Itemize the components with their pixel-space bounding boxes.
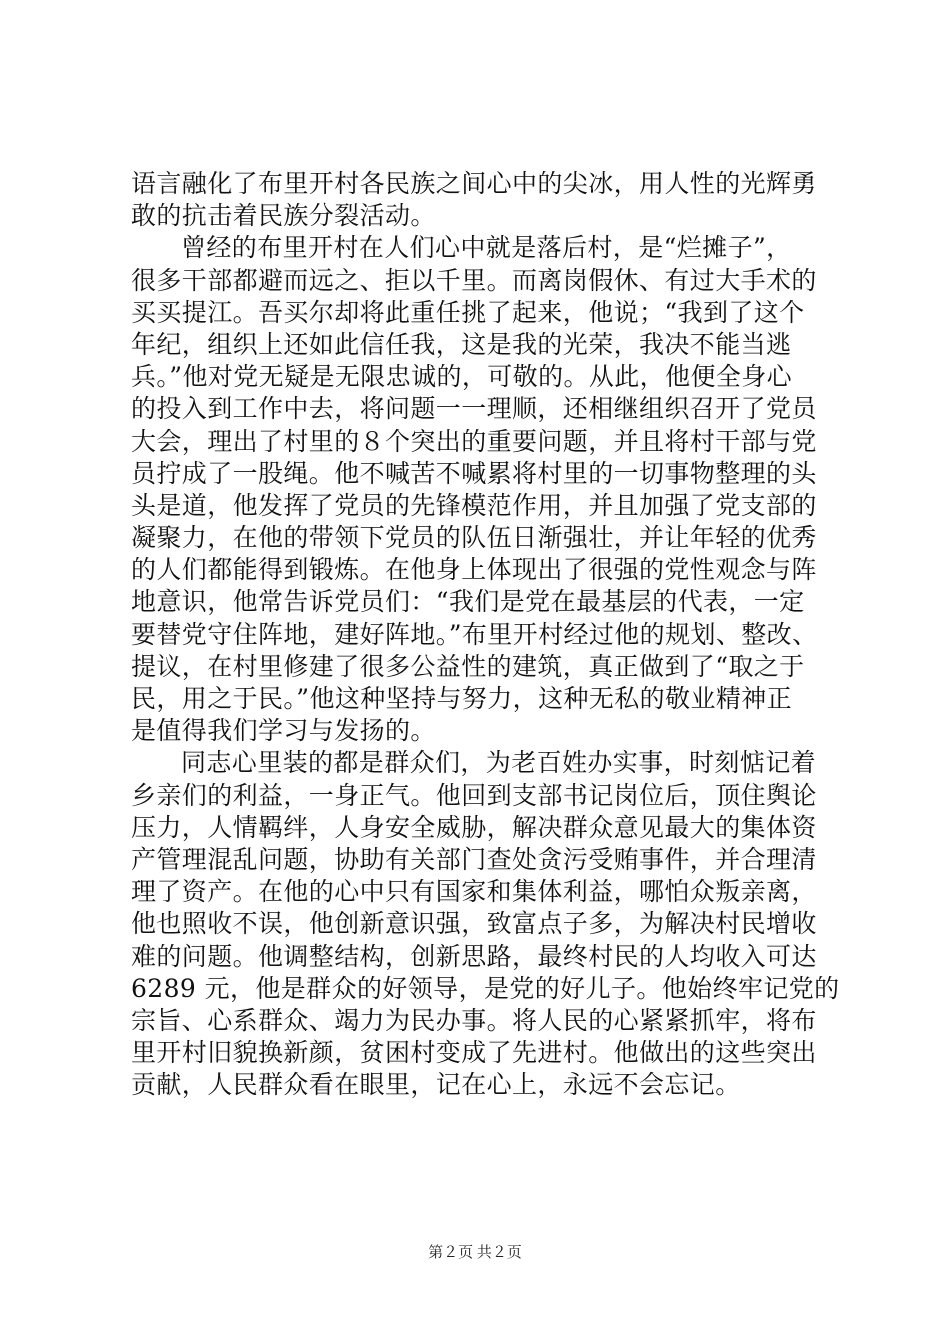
text-line: 民，用之于民。”他这种坚持与努力，这种无私的敬业精神正 (131, 684, 793, 713)
text-line: 的投入到工作中去，将问题一一理顺，还相继组织召开了党员 (131, 394, 817, 424)
body-text (131, 168, 840, 1101)
text-line: 头是道，他发挥了党员的先锋模范作用，并且加强了党支部的 (131, 490, 817, 520)
text-line: 凝聚力，在他的带领下党员的队伍日渐强壮，并让年轻的优秀 (131, 523, 817, 553)
text-line: 曾经的布里开村在人们心中就是落后村，是“烂摊子”， (181, 233, 792, 263)
page-footer: 第２页 共２页 (428, 1245, 522, 1261)
text-line: 买买提江。吾买尔却将此重任挑了起来，他说；“我到了这个 (131, 297, 805, 327)
text-line: 很多干部都避而远之、拒以千里。而离岗假休、有过大手术的 (131, 265, 817, 295)
text-line: 里开村旧貌换新颜，贫困村变成了先进村。他做出的这些突出 (131, 1038, 817, 1068)
text-line: 产管理混乱问题，协助有关部门查处贪污受贿事件，并合理清 (131, 844, 817, 874)
text-line: 理了资产。在他的心中只有国家和集体利益，哪怕众叛亲离， (131, 877, 817, 907)
text-line: 提议，在村里修建了很多公益性的建筑，真正做到了“取之于 (131, 651, 805, 681)
text-line: 大会，理出了村里的８个突出的重要问题，并且将村干部与党 (131, 426, 817, 456)
text-line: 敢的抗击着民族分裂活动。 (131, 201, 436, 231)
text-line: 压力，人情羁绊，人身安全威胁，解决群众意见最大的集体资 (131, 812, 817, 842)
text-line: 同志心里装的都是群众们，为老百姓办实事，时刻惦记着 (181, 748, 817, 778)
text-line: 贡献，人民群众看在眼里，记在心上，永远不会忘记。 (131, 1070, 741, 1100)
text-line: 难的问题。他调整结构，创新思路，最终村民的人均收入可达 (131, 941, 817, 971)
text-line: 语言融化了布里开村各民族之间心中的尖冰，用人性的光辉勇 (131, 169, 817, 198)
text-line: 他也照收不误，他创新意识强，致富点子多，为解决村民增收 (131, 909, 817, 939)
text-line: 乡亲们的利益，一身正气。他回到支部书记岗位后，顶住舆论 (131, 780, 817, 810)
text-line: 宗旨、心系群众、竭力为民办事。将人民的心紧紧抓牢，将布 (131, 1005, 817, 1035)
text-line: 要替党守住阵地，建好阵地。”布里开村经过他的规划、整改、 (131, 619, 818, 649)
paragraph (131, 747, 840, 1101)
text-line: 年纪，组织上还如此信任我，这是我的光荣，我决不能当逃 (131, 329, 792, 359)
text-line: 员拧成了一股绳。他不喊苦不喊累将村里的一切事物整理的头 (131, 458, 817, 488)
text-line: 6289 元，他是群众的好领导，是党的好儿子。他始终牢记党的 (131, 973, 840, 1003)
text-line: 地意识，他常告诉党员们：“我们是党在最基层的代表，一定 (131, 587, 805, 617)
text-line: 兵。”他对党无疑是无限忠诚的，可敬的。从此，他便全身心 (131, 362, 793, 392)
text-line: 的人们都能得到锻炼。在他身上体现出了很强的党性观念与阵 (131, 555, 817, 585)
text-line: 是值得我们学习与发扬的。 (131, 716, 436, 746)
paragraph (131, 232, 831, 747)
paragraph (131, 168, 831, 232)
